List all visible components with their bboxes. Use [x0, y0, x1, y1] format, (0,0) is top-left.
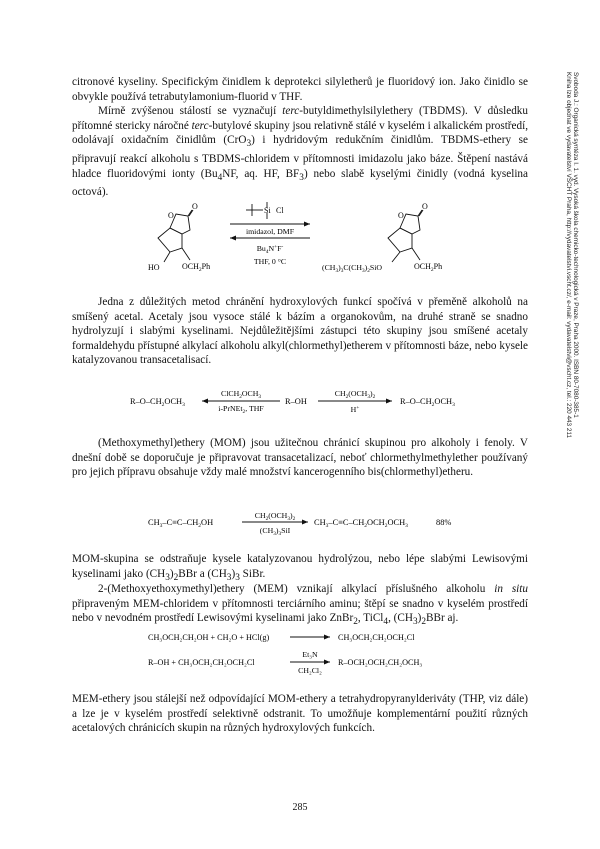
right-ring-o: O — [398, 211, 404, 220]
right-tbdms-o: $(CH_3)_3C(CH_3)_2SiO$ — [322, 263, 383, 274]
paragraph-1: citronové kyseliny. Specifickým činidlem k deprotekci silyletherů je fluoridový ion. Jako činidlo se obvykle používá tetrabutylamonium-fluorid v THF. — [72, 76, 528, 103]
paragraph-7: MEM-ethery jsou stálejší než odpovídající MOM-ethery a tetrahydropyranylderiváty (THP, viz dále) a lze je v kyselém prostředí selektivně odstranit. To umožňuje komplementární použití různých acetalových chránicích skupin na různých hydroxylových funkcích. — [72, 693, 528, 735]
scheme-mom — [130, 384, 490, 424]
cond-bottom2: THF, 0 °C — [253, 257, 287, 266]
scheme4-r2-right: R–OCH₂OCH₂CH₂OCH₃ — [338, 658, 423, 667]
scheme2-left: $R-O-CH_2OCH_3$ — [130, 397, 185, 408]
scheme3-yield: 88% — [436, 518, 452, 527]
scheme2-mid: R–OH — [285, 397, 307, 406]
paragraph-3: Jedna z důležitých metod chránění hydroxylových funkcí spočívá v přeměně alkoholů na smíšený acetal. Acetaly jsou vysoce stálé k bázím a organokovům, na druhé straně se snadno hydrolyzují i slabými kyselinami. Nejdůležitějšími zástupci této skupiny jsou smíšené acetaly formaldehydu přístupné alkylací alkoholu alkyl(chlormethyl)etherem v přítomnosti báze, nebo kysele katalyzovanou transacetalisací. — [72, 296, 528, 367]
sidebar-citation — [567, 72, 579, 672]
left-molecule — [158, 210, 193, 262]
scheme2-bot-right: H+ — [350, 405, 360, 414]
paragraph-5: MOM-skupina se odstraňuje kysele katalyzovanou hydrolýzou, nebo lépe slabými Lewisovými kyselinami jako $(CH_3)_2BBr$ a $(CH_3)_3$ SiBr. — [72, 553, 528, 583]
cond-bottom1: $Bu_4N^+F^-$ — [256, 244, 284, 255]
left-carbonyl-o: O — [192, 202, 198, 211]
scheme2-top-right: $CH_2(OCH_3)_2$ — [334, 389, 376, 400]
scheme-mem — [148, 628, 488, 678]
scheme4-r1-left: CH₃OCH₂CH₂OH + CH₂O + HCl(g) — [148, 633, 270, 642]
right-molecule — [388, 210, 423, 262]
scheme4-r2-left: R–OH + CH₃OCH₂CH₂OCH₂Cl — [148, 658, 255, 667]
right-carbonyl-o: O — [422, 202, 428, 211]
left-och2ph: $OCH_2Ph$ — [182, 262, 211, 273]
paragraph-4: (Methoxymethyl)ethery (MOM) jsou užitečnou chránicí skupinou pro alkoholy i fenoly. V dnešní době se doporučuje je připravovat transacetalizací, neboť chlormethylmethylether používaný pro jejich přípravu obsahuje vždy malé množství kancerogenního bis(chlormethyl)etheru. — [72, 437, 528, 479]
right-och2ph: $OCH_2Ph$ — [414, 262, 443, 273]
scheme3-left: $CH_3-C\equiv C-CH_2OH$ — [148, 518, 214, 529]
left-ring-o: O — [168, 211, 174, 220]
scheme4-r2-top: Et₃N — [302, 650, 318, 659]
scheme2-right: $R-O-CH_2OCH_3$ — [400, 397, 455, 408]
scheme-tbdms — [130, 196, 470, 278]
cond-top: imidazol, DMF — [245, 227, 295, 236]
paragraph-6: 2-(Methoxyethoxymethyl)ethery (MEM) vznikají alkylací příslušného alkoholu in situ připraveným MEM-chloridem v přítomnosti terciárního aminu; štěpí se snadno v kyselém prostředí nebo v nevodném prostředí Lewisovými kyselinami jako ZnBr$_2$, TiCl$_4$, $(CH_3)_2BBr$ aj. — [72, 583, 528, 628]
reagent-cl: Cl — [276, 206, 284, 215]
sidebar-citation-line1: Svoboda J.: Organická syntéza I. 1. vyd. Vysoká škola chemicko-technologická v Praze, Praha 2000. ISBN 80-7080-385-1 — [572, 72, 579, 418]
scheme4-r2-bot: CH₂Cl₂ — [298, 666, 322, 675]
scheme2-top-left: $ClCH_2OCH_3$ — [221, 389, 261, 400]
page-number: 285 — [292, 802, 308, 813]
scheme4-r1-right: CH₃OCH₂CH₂OCH₂Cl — [338, 633, 415, 642]
scheme3-top: $CH_2(OCH_3)_2$ — [254, 511, 296, 522]
scheme2-bot-left: i-PrNEt$_2$, THF — [218, 404, 264, 415]
scheme3-right: $CH_3-C\equiv C-CH_2OCH_2OCH_3$ — [314, 518, 408, 529]
left-ho: HO — [148, 263, 160, 272]
reagent-si: Si — [264, 206, 271, 215]
scheme3-bot: $(CH_3)_3SiI$ — [259, 526, 291, 537]
paragraph-2: Mírně zvýšenou stálostí se vyznačují terc-butyldimethylsilylethery (TBDMS). V důsledku přítomné stericky náročné terc-butylové skupiny jsou relativně stálé v kyselém i alkalickém prostředí, odolávají oxidačním činidlům (CrO$_3$) i hydridovým redukčním činidlům. TBDMS-ethery se připravují reakcí alkoholu s TBDMS-chloridem v přítomnosti imidazolu jako báze. Štěpení nastává hladce fluoridovými ionty ($Bu_4NF$, aq. HF, $BF_3$) nebo slabě kyselými činidly (vodná kyselina octová). — [72, 105, 529, 199]
sidebar-citation-line2: Kniha lze objednat ve vydavatelství VŠCHT Praha, http://vydavatelstvi.vscht.cz/, e-mail: vydavatelstvi@vscht.cz, tel.: 220 443 211 — [565, 72, 572, 439]
scheme-mom-propargyl — [148, 508, 488, 542]
